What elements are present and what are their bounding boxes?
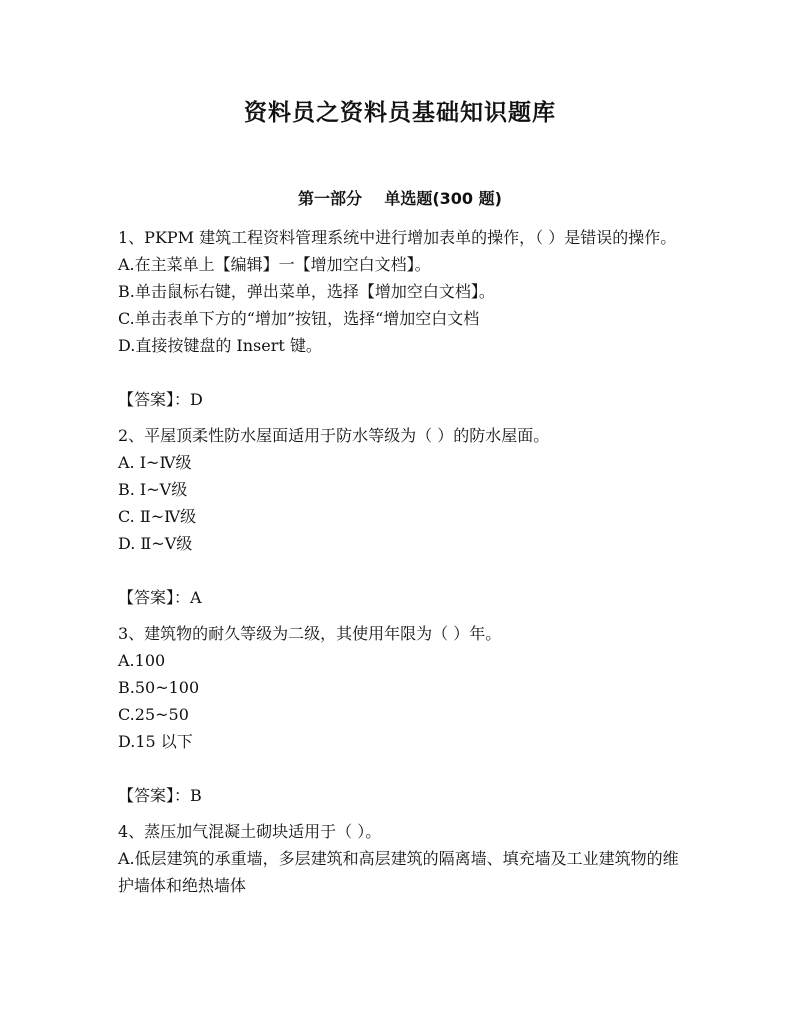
answer-value: B: [190, 786, 202, 805]
section-title: 第一部分 单选题(300 题): [298, 189, 502, 208]
option-c: C. Ⅱ~Ⅳ级: [118, 507, 197, 526]
answer-label: 【答案】：: [118, 390, 191, 409]
option-list: [118, 251, 683, 359]
option-d: D.15 以下: [118, 732, 193, 751]
question-3: [118, 620, 683, 809]
document-title: 资料员之资料员基础知识题库: [244, 100, 556, 126]
question-4: [118, 818, 683, 899]
question-list: [118, 224, 683, 908]
option-d: D.直接按键盘的 Insert 键。: [118, 336, 322, 355]
answer-line: [118, 584, 683, 611]
option-list: [118, 845, 683, 899]
question-text: 1、PKPM 建筑工程资料管理系统中进行增加表单的操作，（ ）是错误的操作。: [118, 228, 677, 247]
answer-label: 【答案】：: [118, 786, 191, 805]
question-text: 2、平屋顶柔性防水屋面适用于防水等级为（ ）的防水屋面。: [118, 426, 550, 445]
question-2: [118, 422, 683, 611]
answer-line: [118, 386, 683, 413]
option-c: C.25~50: [118, 705, 189, 724]
answer-value: D: [190, 390, 203, 409]
option-b: B. Ⅰ~Ⅴ级: [118, 480, 188, 499]
option-a: A.低层建筑的承重墙，多层建筑和高层建筑的隔离墙、填充墙及工业建筑物的维护墙体和绝热墙体: [118, 849, 679, 895]
option-list: [118, 449, 683, 557]
answer-value: A: [190, 588, 202, 607]
option-a: A.在主菜单上【编辑】一【增加空白文档】。: [118, 255, 431, 274]
option-list: [118, 647, 683, 755]
question-1: [118, 224, 683, 413]
option-d: D. Ⅱ~Ⅴ级: [118, 534, 193, 553]
option-a: A. Ⅰ~Ⅳ级: [118, 453, 192, 472]
option-b: B.单击鼠标右键，弹出菜单，选择【增加空白文档】。: [118, 282, 495, 301]
option-c: C.单击表单下方的“增加”按钮，选择“增加空白文档: [118, 309, 480, 328]
answer-label: 【答案】：: [118, 588, 191, 607]
question-text: 3、建筑物的耐久等级为二级，其使用年限为（ ）年。: [118, 624, 502, 643]
option-a: A.100: [118, 651, 166, 670]
answer-line: [118, 782, 683, 809]
question-text: 4、蒸压加气混凝土砌块适用于（ ）。: [118, 822, 382, 841]
option-b: B.50~100: [118, 678, 200, 697]
